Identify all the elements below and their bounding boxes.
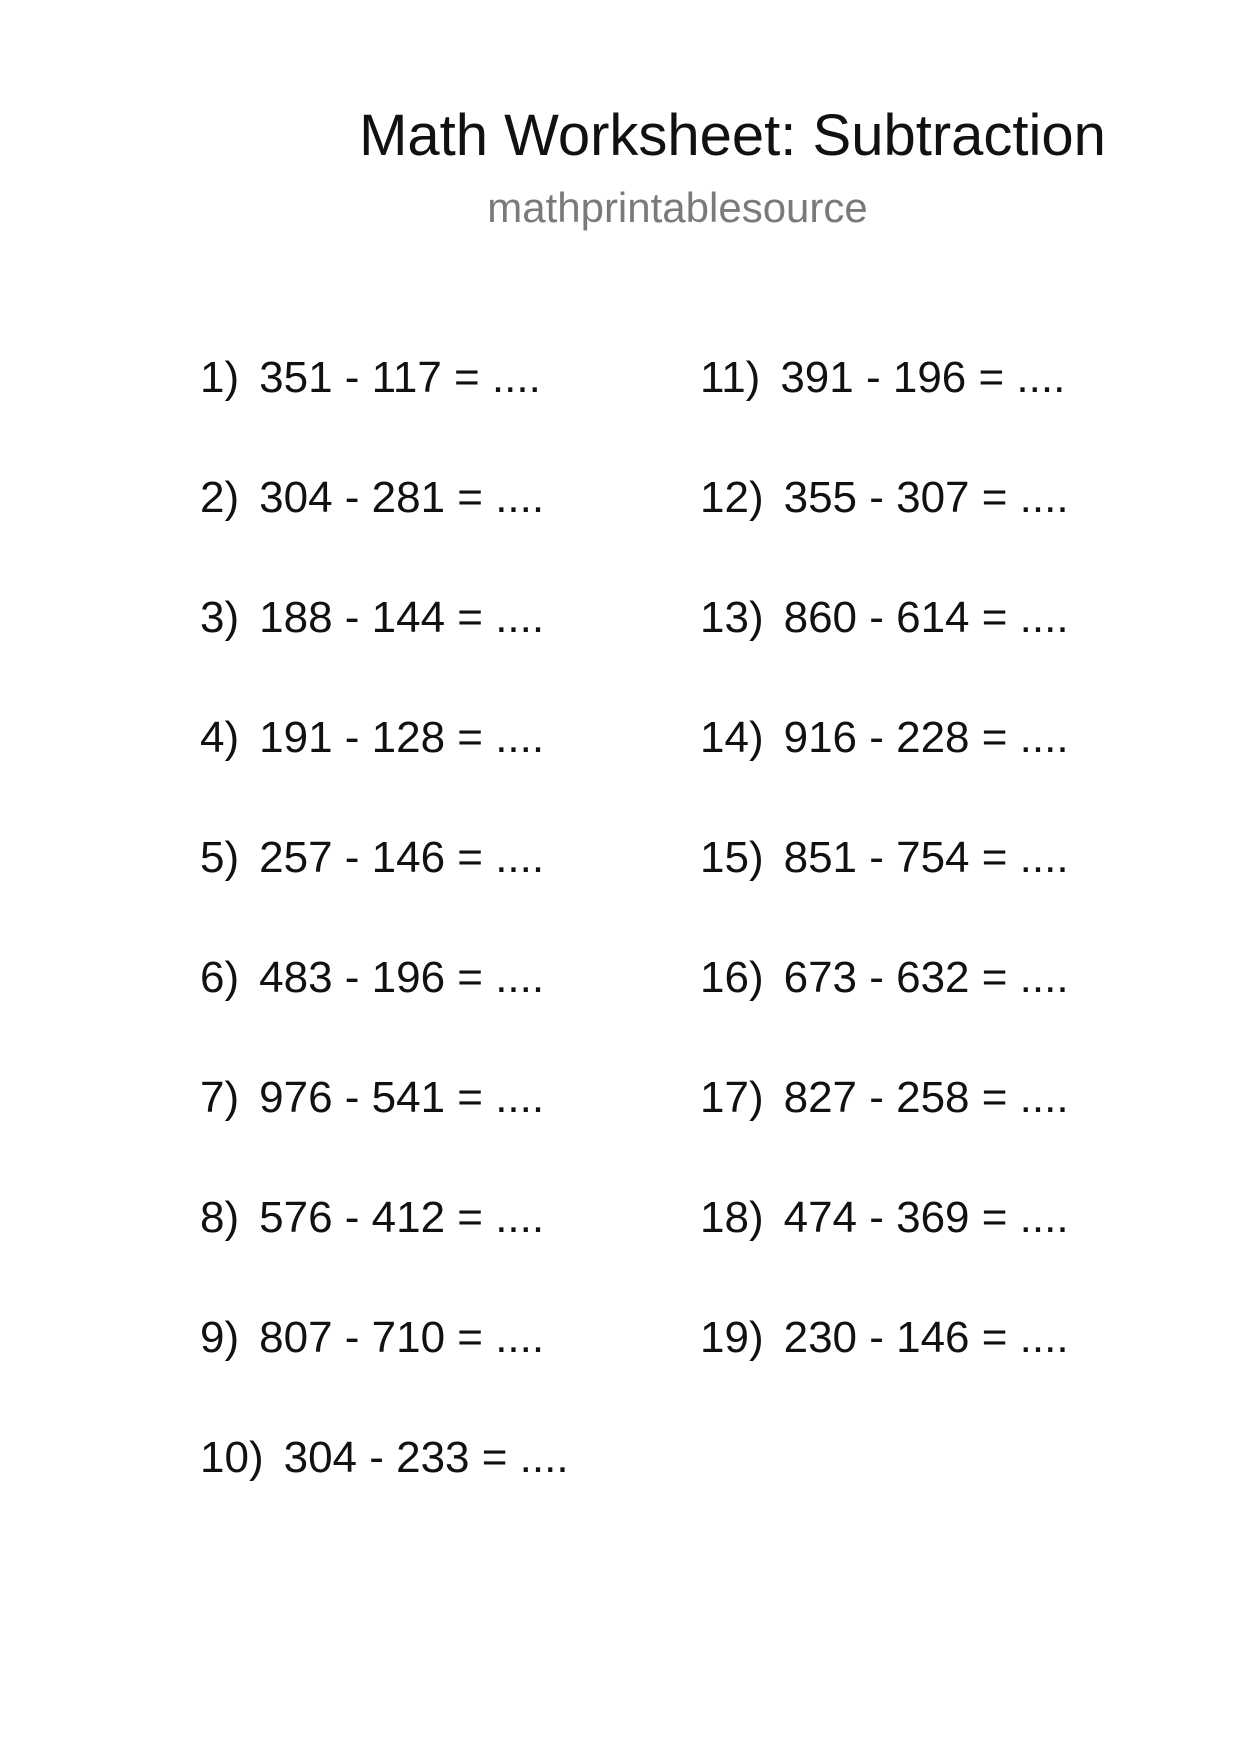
problem-10: [200, 1428, 569, 1548]
problem-expression: 391 - 196 = ....: [780, 353, 1066, 402]
problem-number: 13): [700, 593, 764, 642]
problem-expression: 474 - 369 = ....: [783, 1193, 1069, 1242]
problem-expression: 827 - 258 = ....: [783, 1073, 1069, 1122]
problem-expression: 860 - 614 = ....: [783, 593, 1069, 642]
problem-number: 1): [200, 353, 240, 402]
worksheet-subtitle: mathprintablesource: [487, 184, 868, 231]
problem-expression: 976 - 541 = ....: [259, 1073, 545, 1122]
problem-14: [700, 708, 1069, 828]
problem-number: 11): [700, 353, 761, 402]
problem-17: [700, 1068, 1069, 1188]
problem-number: 10): [200, 1433, 264, 1482]
problem-6: [200, 948, 569, 1068]
problem-number: 12): [700, 473, 764, 522]
problem-number: 17): [700, 1073, 764, 1122]
problem-8: [200, 1188, 569, 1308]
problem-12: [700, 468, 1069, 588]
problem-number: 16): [700, 953, 764, 1002]
problem-number: 4): [200, 713, 240, 762]
problem-13: [700, 588, 1069, 708]
problem-2: [200, 468, 569, 588]
problem-5: [200, 828, 569, 948]
problem-18: [700, 1188, 1069, 1308]
problem-number: 6): [200, 953, 240, 1002]
problem-expression: 483 - 196 = ....: [259, 953, 545, 1002]
problem-3: [200, 588, 569, 708]
problem-expression: 304 - 281 = ....: [259, 473, 545, 522]
problem-9: [200, 1308, 569, 1428]
problem-expression: 230 - 146 = ....: [783, 1313, 1069, 1362]
problem-expression: 351 - 117 = ....: [259, 353, 541, 402]
problem-number: 5): [200, 833, 240, 882]
problem-number: 3): [200, 593, 240, 642]
problem-number: 7): [200, 1073, 240, 1122]
problem-expression: 257 - 146 = ....: [259, 833, 545, 882]
problem-number: 8): [200, 1193, 240, 1242]
problem-number: 14): [700, 713, 764, 762]
problem-expression: 188 - 144 = ....: [259, 593, 545, 642]
problem-16: [700, 948, 1069, 1068]
problem-expression: 304 - 233 = ....: [283, 1433, 569, 1482]
problem-4: [200, 708, 569, 828]
problem-expression: 191 - 128 = ....: [259, 713, 545, 762]
problem-number: 15): [700, 833, 764, 882]
problem-number: 18): [700, 1193, 764, 1242]
problem-19: [700, 1308, 1069, 1428]
problem-15: [700, 828, 1069, 948]
problem-expression: 916 - 228 = ....: [783, 713, 1069, 762]
problem-expression: 673 - 632 = ....: [783, 953, 1069, 1002]
problem-1: [200, 348, 569, 468]
problem-number: 2): [200, 473, 240, 522]
problem-column-left: [200, 348, 569, 1548]
problem-number: 19): [700, 1313, 764, 1362]
problem-expression: 851 - 754 = ....: [783, 833, 1069, 882]
problem-expression: 576 - 412 = ....: [259, 1193, 545, 1242]
problem-expression: 355 - 307 = ....: [783, 473, 1069, 522]
worksheet-title: Math Worksheet: Subtraction: [359, 103, 1106, 168]
problem-7: [200, 1068, 569, 1188]
problem-11: [700, 348, 1069, 468]
problem-expression: 807 - 710 = ....: [259, 1313, 545, 1362]
problem-column-right: [700, 348, 1069, 1428]
problem-number: 9): [200, 1313, 240, 1362]
